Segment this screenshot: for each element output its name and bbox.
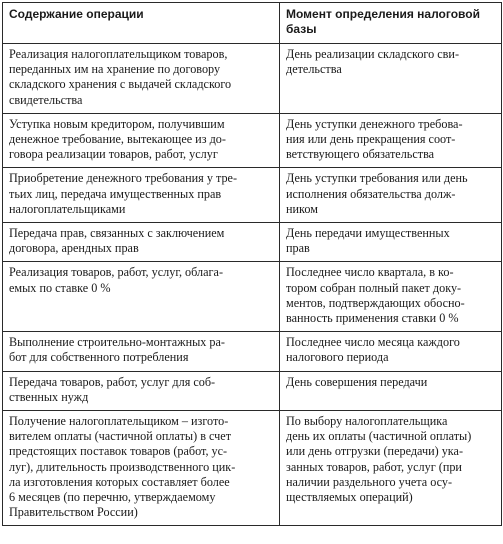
table-row (3, 411, 502, 526)
operation-text: Передача прав, связанных с заключением договора, арендных прав (9, 226, 225, 256)
operation-cell (3, 411, 280, 526)
moment-cell (280, 44, 502, 114)
moment-cell (280, 113, 502, 168)
table-row (3, 371, 502, 410)
header-moment-label: Момент определения налоговой базы (286, 7, 480, 36)
moment-cell (280, 411, 502, 526)
moment-text: День уступки денежного требова- ния или день прекращения соот- ветствующего обязательства (286, 116, 463, 162)
moment-text: Последнее число квартала, в ко- тором собран полный пакет доку- ментов, подтверждающих обосно- ванность применения ставки 0 % (286, 265, 465, 326)
operation-cell (3, 371, 280, 410)
header-operation-label: Содержание операции (9, 7, 144, 21)
moment-cell (280, 371, 502, 410)
moment-text: По выбору налогоплательщика день их оплаты (частичной оплаты) или день отгрузки (передачи) ука- занных товаров, работ, услуг (при наличии раздельного учета осу- ществляемых операций) (286, 414, 472, 505)
operation-cell (3, 168, 280, 223)
operation-cell (3, 262, 280, 332)
table-row (3, 44, 502, 114)
moment-text: День реализации складского сви- детельства (286, 47, 460, 77)
operation-text: Получение налогоплательщиком – изгото- вителем оплаты (частичной оплаты) в счет предстоящих поставок товаров (работ, ус- луг), длительность производственного цик- ла изготовления которых составляет более 6 месяцев (по перечню, утверждаемому Правительством России) (9, 414, 236, 520)
moment-cell (280, 332, 502, 371)
moment-text: Последнее число месяца каждого налогового периода (286, 335, 460, 365)
operation-text: Реализация налогоплательщиком товаров, переданных им на хранение по договору складского хранения с выдачей складского свидетельства (9, 47, 232, 107)
header-operation (3, 3, 280, 44)
table-row (3, 113, 502, 168)
operation-cell (3, 44, 280, 114)
operation-cell (3, 223, 280, 262)
moment-text: День уступки требования или день исполнения обязательства долж- ником (286, 171, 468, 216)
moment-cell (280, 168, 502, 223)
header-moment (280, 3, 502, 44)
table-row (3, 332, 502, 371)
table-header-row (3, 3, 502, 44)
moment-text: День передачи имущественных прав (286, 226, 450, 256)
moment-text: День совершения передачи (286, 374, 428, 389)
operation-text: Выполнение строительно-монтажных ра- бот для собственного потребления (9, 335, 225, 365)
moment-cell (280, 262, 502, 332)
table-row (3, 168, 502, 223)
table-row (3, 262, 502, 332)
table-row (3, 223, 502, 262)
moment-cell (280, 223, 502, 262)
operation-text: Уступка новым кредитором, получившим денежное требование, вытекающее из до- говора реализации товаров, работ, услуг (9, 116, 226, 162)
operation-text: Передача товаров, работ, услуг для соб- ственных нужд (9, 374, 216, 404)
operation-text: Приобретение денежного требования у тре- тьих лиц, передача имущественных прав налогоплательщиками (9, 171, 238, 216)
operation-cell (3, 332, 280, 371)
operation-cell (3, 113, 280, 168)
operation-text: Реализация товаров, работ, услуг, облага- емых по ставке 0 % (9, 265, 223, 295)
tax-base-table (2, 2, 502, 526)
